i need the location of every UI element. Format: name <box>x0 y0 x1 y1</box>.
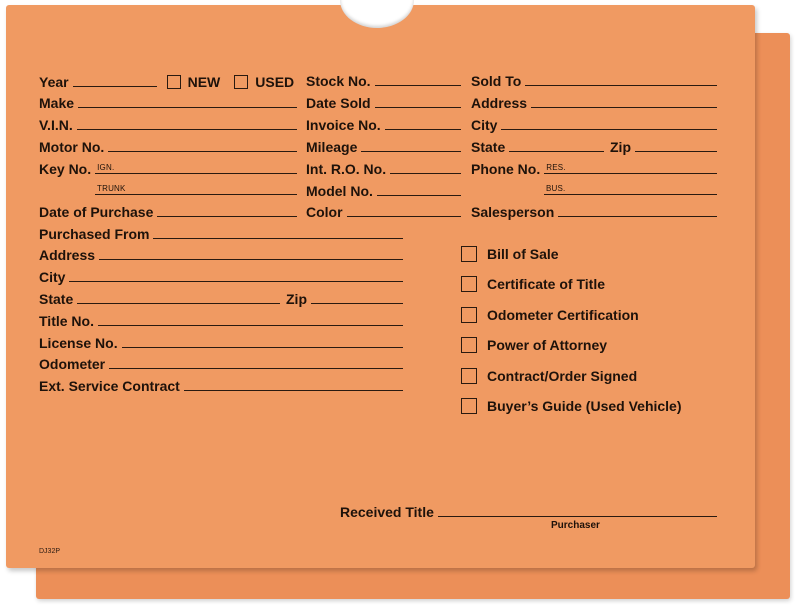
odometer-certification-label: Odometer Certification <box>487 307 639 323</box>
zip-label-left: Zip <box>286 291 307 307</box>
checklist-item <box>461 395 682 414</box>
odometer-row <box>39 356 403 372</box>
salesperson-row <box>471 204 717 220</box>
thumb-cut-notch <box>340 0 414 28</box>
invoice-label: Invoice No. <box>306 117 381 133</box>
ign-label: IGN. <box>97 163 115 172</box>
odometer-field[interactable] <box>109 357 403 369</box>
state-label-left: State <box>39 291 74 307</box>
buyers-guide-checkbox[interactable] <box>461 398 477 414</box>
ext-service-field[interactable] <box>184 379 403 391</box>
address-label-right: Address <box>471 95 528 111</box>
city-row-right <box>471 117 717 133</box>
checklist-item <box>461 334 607 353</box>
city-field-right[interactable] <box>501 118 717 130</box>
sold-to-label: Sold To <box>471 73 522 89</box>
purchaser-caption: Purchaser <box>551 520 600 531</box>
checklist-item <box>461 365 637 384</box>
phone-label: Phone No. <box>471 161 541 177</box>
city-field-left[interactable] <box>69 270 403 282</box>
bus-label: BUS. <box>546 184 566 193</box>
address-label-left: Address <box>39 247 96 263</box>
make-row <box>39 95 297 111</box>
model-row <box>306 183 461 199</box>
color-label: Color <box>306 204 343 220</box>
bus-row <box>544 183 717 195</box>
purchased-from-field[interactable] <box>153 227 403 239</box>
address-field-left[interactable] <box>99 248 403 260</box>
phone-bus-field[interactable] <box>544 183 717 195</box>
vin-label: V.I.N. <box>39 117 73 133</box>
date-sold-field[interactable] <box>375 96 461 108</box>
phone-res-field[interactable] <box>544 162 717 174</box>
certificate-of-title-label: Certificate of Title <box>487 276 605 292</box>
city-label-left: City <box>39 269 66 285</box>
date-purchase-field[interactable] <box>157 205 297 217</box>
model-label: Model No. <box>306 183 373 199</box>
received-title-field[interactable] <box>438 505 717 517</box>
make-label: Make <box>39 95 75 111</box>
state-label-right: State <box>471 139 506 155</box>
trunk-row <box>95 183 297 195</box>
mileage-field[interactable] <box>361 140 461 152</box>
int-ro-field[interactable] <box>390 162 461 174</box>
used-checkbox[interactable] <box>234 75 248 89</box>
vin-field[interactable] <box>77 118 297 130</box>
deal-jacket-form <box>6 5 755 568</box>
phone-row <box>471 161 717 177</box>
key-label: Key No. <box>39 161 92 177</box>
title-no-field[interactable] <box>98 314 403 326</box>
trunk-label: TRUNK <box>97 184 126 193</box>
key-row <box>39 161 297 177</box>
license-label: License No. <box>39 335 118 351</box>
odometer-label: Odometer <box>39 356 106 372</box>
year-field[interactable] <box>73 75 157 87</box>
state-zip-row-left <box>39 291 403 307</box>
state-field-left[interactable] <box>77 292 280 304</box>
title-no-label: Title No. <box>39 313 94 329</box>
stock-field[interactable] <box>375 74 461 86</box>
contract-order-signed-checkbox[interactable] <box>461 368 477 384</box>
bill-of-sale-label: Bill of Sale <box>487 246 559 262</box>
zip-field-left[interactable] <box>311 292 403 304</box>
form-code: DJ32P <box>39 548 61 555</box>
ext-service-row <box>39 378 403 394</box>
used-label: USED <box>255 74 295 90</box>
new-checkbox[interactable] <box>167 75 181 89</box>
address-row-right <box>471 95 717 111</box>
ext-service-label: Ext. Service Contract <box>39 378 180 394</box>
new-label: NEW <box>187 74 221 90</box>
int-ro-row <box>306 161 461 177</box>
date-sold-row <box>306 95 461 111</box>
zip-field-right[interactable] <box>635 140 717 152</box>
stock-row <box>306 73 461 89</box>
certificate-of-title-checkbox[interactable] <box>461 276 477 292</box>
checklist-item <box>461 243 559 262</box>
salesperson-field[interactable] <box>558 205 717 217</box>
motor-row <box>39 139 297 155</box>
make-field[interactable] <box>78 96 297 108</box>
invoice-field[interactable] <box>385 118 461 130</box>
odometer-certification-checkbox[interactable] <box>461 307 477 323</box>
address-field-right[interactable] <box>531 96 717 108</box>
color-field[interactable] <box>347 205 461 217</box>
date-purchase-label: Date of Purchase <box>39 204 154 220</box>
checklist-item <box>461 304 639 323</box>
mileage-row <box>306 139 461 155</box>
sold-to-row <box>471 73 717 89</box>
license-row <box>39 335 403 351</box>
zip-label-right: Zip <box>610 139 631 155</box>
bill-of-sale-checkbox[interactable] <box>461 246 477 262</box>
key-ign-field[interactable] <box>95 162 297 174</box>
color-row <box>306 204 461 220</box>
state-zip-row-right <box>471 139 717 155</box>
contract-order-signed-label: Contract/Order Signed <box>487 368 638 384</box>
sold-to-field[interactable] <box>525 74 717 86</box>
city-row-left <box>39 269 403 285</box>
date-purchase-row <box>39 204 297 220</box>
received-title-label: Received Title <box>340 504 434 520</box>
address-row-left <box>39 247 403 263</box>
int-ro-label: Int. R.O. No. <box>306 161 387 177</box>
checklist-item <box>461 273 605 292</box>
year-row <box>39 73 297 90</box>
state-field-right[interactable] <box>509 140 604 152</box>
purchased-from-label: Purchased From <box>39 226 150 242</box>
buyers-guide-label: Buyer’s Guide (Used Vehicle) <box>487 398 682 414</box>
invoice-row <box>306 117 461 133</box>
year-label: Year <box>39 74 69 90</box>
power-of-attorney-label: Power of Attorney <box>487 337 608 353</box>
mileage-label: Mileage <box>306 139 358 155</box>
license-field[interactable] <box>122 336 403 348</box>
salesperson-label: Salesperson <box>471 204 555 220</box>
power-of-attorney-checkbox[interactable] <box>461 337 477 353</box>
stock-label: Stock No. <box>306 73 371 89</box>
model-field[interactable] <box>377 184 461 196</box>
motor-field[interactable] <box>108 140 297 152</box>
date-sold-label: Date Sold <box>306 95 371 111</box>
title-no-row <box>39 313 403 329</box>
motor-label: Motor No. <box>39 139 105 155</box>
res-label: RES. <box>546 163 566 172</box>
city-label-right: City <box>471 117 498 133</box>
received-title-row <box>340 504 717 520</box>
vin-row <box>39 117 297 133</box>
key-trunk-field[interactable] <box>95 183 297 195</box>
purchased-from-row <box>39 226 403 242</box>
